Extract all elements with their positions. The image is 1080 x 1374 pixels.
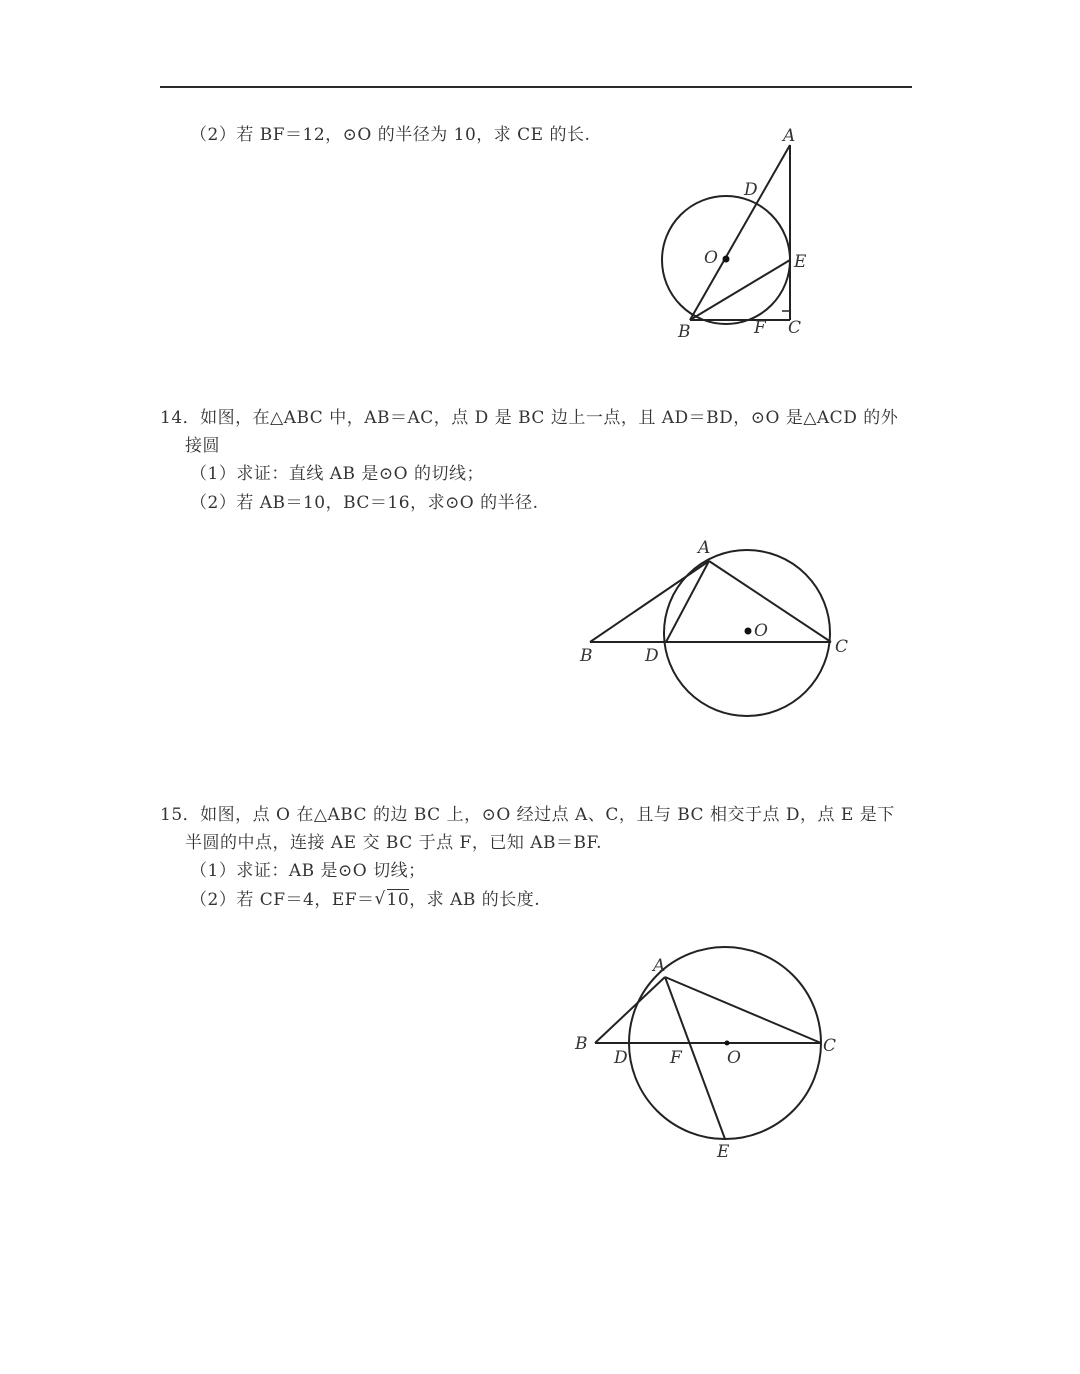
q14-figure: [575, 535, 865, 725]
radical-sign: √: [374, 889, 386, 909]
q15-label-c: C: [823, 1036, 837, 1056]
sqrt-expression: [375, 889, 410, 911]
q14-line2: 接圆: [185, 436, 220, 456]
radicand: 10: [386, 890, 410, 910]
q15-label-b: B: [575, 1034, 588, 1054]
q15-part1: （1）求证：AB 是⊙O 切线；: [190, 861, 426, 881]
q13-label-o: O: [704, 248, 718, 268]
q14-part1: （1）求证：直线 AB 是⊙O 的切线；: [190, 464, 484, 484]
q15-line2: 半圆的中点，连接 AE 交 BC 于点 F，已知 AB＝BF.: [185, 833, 603, 853]
q13-figure: [640, 115, 840, 345]
q14-line1: 14．如图，在△ABC 中，AB＝AC，点 D 是 BC 边上一点，且 AD＝BD，⊙O 是△ACD 的外: [160, 408, 899, 428]
q14-line-ac: [709, 561, 831, 642]
q14-part2: （2）若 AB＝10，BC＝16，求⊙O 的半径.: [190, 493, 539, 513]
q14-label-o: O: [754, 621, 768, 641]
q15-label-f: F: [670, 1048, 682, 1068]
q14-label-c: C: [835, 637, 849, 657]
header-rule: [160, 86, 912, 88]
q14-center-dot: [745, 628, 752, 635]
q13-line-be: [690, 260, 790, 320]
q14-line-ab: [590, 561, 709, 642]
q13-label-d: D: [744, 180, 758, 200]
q13-center-dot: [723, 256, 730, 263]
q15-line1: 15．如图，点 O 在△ABC 的边 BC 上，⊙O 经过点 A、C，且与 BC 相交于点 D，点 E 是下: [160, 805, 895, 825]
q15-figure: [565, 945, 855, 1165]
q15-label-e: E: [717, 1142, 730, 1162]
q13-label-c: C: [788, 318, 802, 338]
q14-label-b: B: [580, 646, 593, 666]
q13-label-f: F: [754, 318, 766, 338]
q15-part2-prefix: （2）若 CF＝4，EF＝: [190, 890, 375, 910]
q15-label-o: O: [727, 1048, 741, 1068]
q13-part2: （2）若 BF＝12，⊙O 的半径为 10，求 CE 的长.: [190, 125, 591, 145]
q15-center-dot: [725, 1041, 730, 1046]
q13-label-e: E: [794, 252, 807, 272]
q13-label-a: A: [783, 126, 796, 146]
q14-label-d: D: [645, 646, 659, 666]
q13-label-b: B: [678, 322, 691, 342]
q14-label-a: A: [698, 538, 711, 558]
q15-label-d: D: [614, 1048, 628, 1068]
q14-line-ad: [666, 561, 709, 642]
q15-part2: [190, 889, 540, 911]
q15-line-ac: [665, 977, 821, 1043]
q15-label-a: A: [653, 956, 666, 976]
q13-line-ab: [690, 145, 790, 320]
q15-part2-suffix: ，求 AB 的长度.: [409, 890, 541, 910]
